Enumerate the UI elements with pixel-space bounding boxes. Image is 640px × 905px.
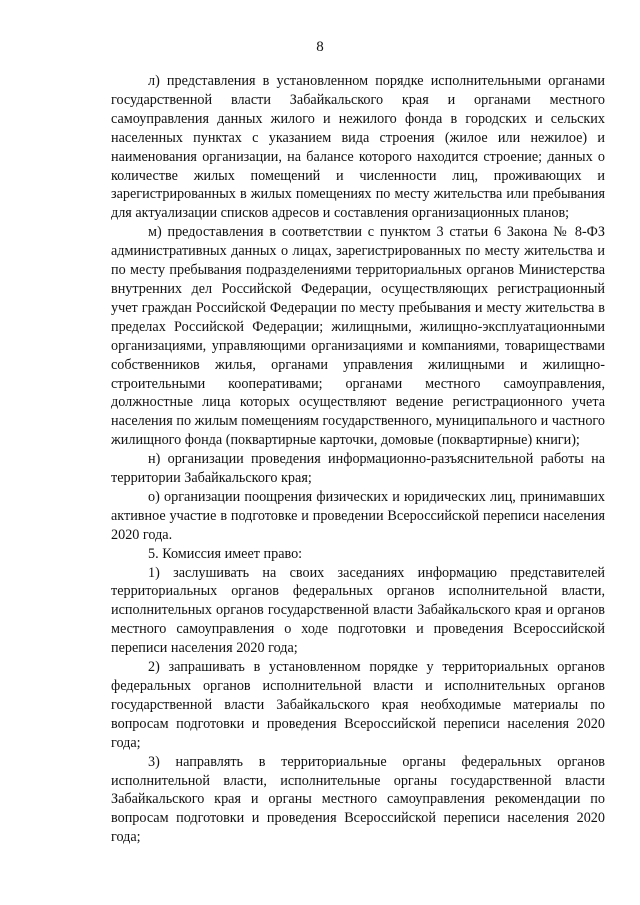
- page-number: 8: [316, 39, 324, 55]
- paragraph-o: о) организации поощрения физических и юридических лиц, принимавших активное участие в подготовке и проведении Всероссийской переписи населения 2020 года.: [111, 488, 605, 543]
- document-body: [111, 72, 605, 847]
- right-item-3: 3) направлять в территориальные органы федеральных органов исполнительной власти, исполнительные органы государственной власти Забайкальского края и органы местного самоуправления рекомендации по вопросам подготовки и проведения Всероссийской переписи населения 2020 года;: [111, 753, 605, 846]
- right-item-2: 2) запрашивать в установленном порядке у территориальных органов федеральных органов исполнительной власти и исполнительных органов государственной власти Забайкальского края необходимые материалы по вопросам подготовки и проведения Всероссийской переписи населения 2020 года;: [111, 659, 605, 751]
- paragraph-m: м) предоставления в соответствии с пунктом 3 статьи 6 Закона № 8-ФЗ административных данных о лицах, зарегистрированных по месту жительства и по месту пребывания подразделениями территориальных органов Министерства внутренних дел Российской Федерации, осуществляющих регистрационный учет граждан Российской Федерации по месту пребывания и месту жительства в пределах Российской Федерации; жилищными, жилищно-эксплуатационными организациями, управляющими организациями и компаниями, товариществами собственников жилья, органами управления жилищными и жилищно-строительными кооперативами; органами местного самоуправления, должностные лица которых осуществляют ведение регистрационного учета населения по жилым помещениям государственного, муниципального и частного жилищного фонда (поквартирные карточки, домовые (поквартирные) книги);: [111, 224, 605, 449]
- paragraph-l: л) представления в установленном порядке исполнительными органами государственной власти Забайкальского края и органами местного самоуправления данных жилого и нежилого фонда в городских и сельских населенных пунктах с указанием вида строения (жилое или нежилое) и наименования организации, на балансе которого находится строение; данных о количестве жилых помещений и численности лиц, проживающих и зарегистрированных в жилых помещениях по месту жительства или пребывания для актуализации списков адресов и составления организационных планов;: [111, 73, 605, 222]
- section-5-heading: 5. Комиссия имеет право:: [148, 545, 303, 562]
- right-item-1: 1) заслушивать на своих заседаниях информацию представителей территориальных органов федеральных органов исполнительной власти, исполнительных органов государственной власти Забайкальского края и органов местного самоуправления о ходе подготовки и проведения Всероссийской переписи населения 2020 года;: [111, 564, 605, 657]
- paragraph-n: н) организации проведения информационно-разъяснительной работы на территории Забайкальского края;: [111, 451, 605, 487]
